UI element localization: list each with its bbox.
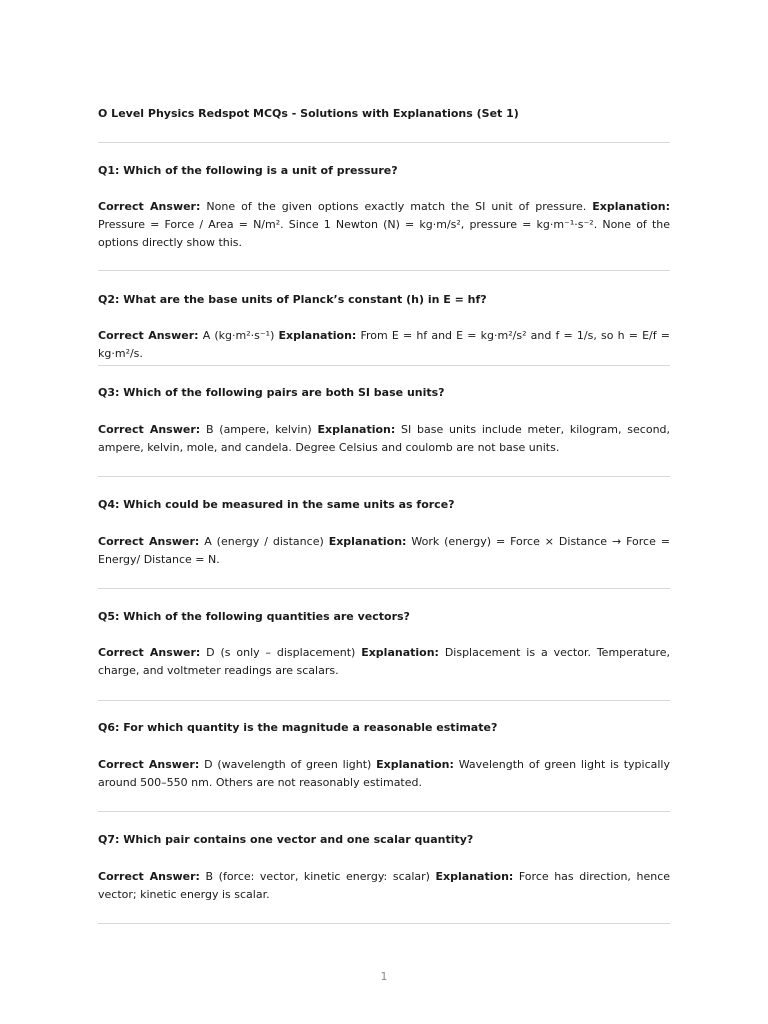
answer-text: None of the given options exactly match the SI unit of pressure. — [206, 200, 587, 213]
question-3-title: Q3: Which of the following pairs are both SI base units? — [98, 386, 445, 399]
explanation-label: Explanation: — [376, 758, 454, 771]
question-7-title: Q7: Which pair contains one vector and one scalar quantity? — [98, 833, 474, 846]
explanation-label: Explanation: — [328, 535, 407, 548]
question-6-answer — [98, 756, 670, 792]
correct-answer-label: Correct Answer: — [98, 646, 201, 659]
question-2-answer — [98, 327, 670, 363]
question-7-answer — [98, 868, 670, 904]
answer-text: D (s only – displacement) — [206, 646, 356, 659]
question-1-title: Q1: Which of the following is a unit of pressure? — [98, 164, 398, 177]
correct-answer-label: Correct Answer: — [98, 423, 201, 436]
divider — [98, 365, 670, 366]
correct-answer-label: Correct Answer: — [98, 758, 200, 771]
explanation-text: From E = hf and E = kg·m²/s² and f = 1/s, so h = E/f = kg·m²/s. — [98, 329, 670, 360]
explanation-label: Explanation: — [361, 646, 439, 659]
divider — [98, 811, 670, 812]
question-2-title: Q2: What are the base units of Planck’s constant (h) in E = hf? — [98, 293, 487, 306]
divider — [98, 270, 670, 271]
divider — [98, 476, 670, 477]
answer-text: A (energy / distance) — [204, 535, 324, 548]
question-5-title: Q5: Which of the following quantities are vectors? — [98, 610, 410, 623]
question-6-title: Q6: For which quantity is the magnitude a reasonable estimate? — [98, 721, 498, 734]
explanation-text: SI base units include meter, kilogram, second, ampere, kelvin, mole, and candela. Degree Celsius and coulomb are not base units. — [98, 423, 671, 454]
question-3-answer — [98, 421, 670, 457]
document-title: O Level Physics Redspot MCQs - Solutions with Explanations (Set 1) — [98, 107, 519, 120]
explanation-label: Explanation: — [435, 870, 514, 883]
question-4-title: Q4: Which could be measured in the same units as force? — [98, 498, 455, 511]
answer-text: B (ampere, kelvin) — [205, 423, 312, 436]
explanation-label: Explanation: — [278, 329, 357, 342]
explanation-label: Explanation: — [592, 200, 670, 213]
answer-text: D (wavelength of green light) — [204, 758, 372, 771]
answer-text: A (kg·m²·s⁻¹) — [202, 329, 275, 342]
explanation-text: Work (energy) = Force × Distance → Force = Energy/ Distance = N. — [98, 535, 670, 566]
divider — [98, 923, 670, 924]
question-4-answer — [98, 533, 670, 569]
correct-answer-label: Correct Answer: — [98, 870, 200, 883]
explanation-text: Wavelength of green light is typically around 500–550 nm. Others are not reasonably estimated. — [98, 758, 670, 789]
correct-answer-label: Correct Answer: — [98, 535, 200, 548]
correct-answer-label: Correct Answer: — [98, 200, 201, 213]
question-1-answer — [98, 198, 670, 252]
divider — [98, 700, 670, 701]
question-5-answer — [98, 644, 670, 680]
explanation-label: Explanation: — [317, 423, 396, 436]
answer-text: B (force: vector, kinetic energy: scalar) — [205, 870, 430, 883]
page-number: 1 — [380, 970, 388, 983]
explanation-text: Displacement is a vector. Temperature, charge, and voltmeter readings are scalars. — [98, 646, 670, 677]
divider — [98, 142, 670, 143]
correct-answer-label: Correct Answer: — [98, 329, 199, 342]
explanation-text: Pressure = Force / Area = N/m². Since 1 Newton (N) = kg·m/s², pressure = kg·m⁻¹·s⁻². None of the options directly show this. — [98, 218, 670, 249]
divider — [98, 588, 670, 589]
explanation-text: Force has direction, hence vector; kinetic energy is scalar. — [98, 870, 671, 901]
